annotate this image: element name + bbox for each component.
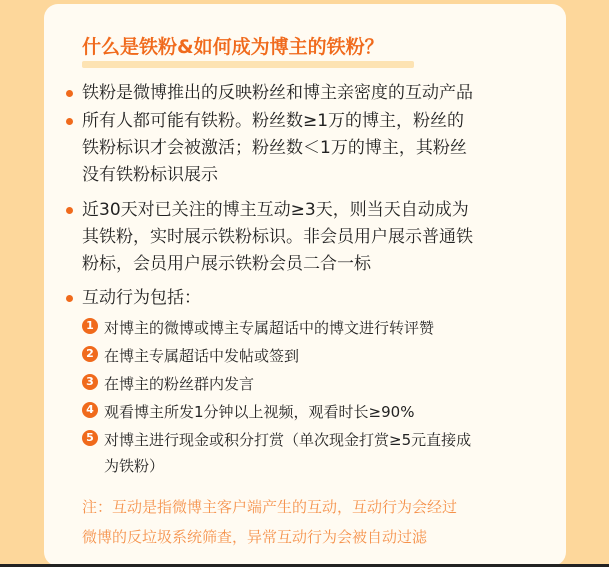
- bullet-text: 所有人都可能有铁粉。粉丝数≥1万的博主，粉丝的 铁粉标识才会被激活；粉丝数＜1万的博主，其粉丝 没有铁粉标识展示: [82, 111, 467, 185]
- action-text: 对博主进行现金或积分打赏（单次现金打赏≥5元直接成 为铁粉）: [104, 431, 472, 475]
- action-text: 对博主的微博或博主专属超话中的博文进行转评赞: [104, 319, 435, 337]
- action-text: 在博主专属超话中发帖或签到: [104, 347, 300, 365]
- card-title: 什么是铁粉&如何成为博主的铁粉？: [82, 36, 384, 58]
- action-text: 在博主的粉丝群内发言: [104, 375, 255, 393]
- number-five-icon: 5: [82, 430, 98, 446]
- number-four-icon: 4: [82, 402, 98, 418]
- footnote: 注：互动是指微博主客户端产生的互动，互动行为会经过 微博的反垃圾系统筛查，异常互动行为会被自动过滤: [82, 498, 458, 546]
- bullet-dot-icon: [66, 207, 73, 214]
- number-three-icon: 3: [82, 374, 98, 390]
- title-highlight: [82, 61, 414, 68]
- bullet-text: 近30天对已关注的博主互动≥3天，则当天自动成为 其铁粉，实时展示铁粉标识。非会员用户展示普通铁 粉标，会员用户展示铁粉会员二合一标: [82, 200, 473, 274]
- action-text: 观看博主所发1分钟以上视频，观看时长≥90%: [104, 403, 415, 421]
- number-one-icon: 1: [82, 318, 98, 334]
- bullet-dot-icon: [66, 90, 73, 97]
- bullet-text: 铁粉是微博推出的反映粉丝和博主亲密度的互动产品: [82, 83, 473, 103]
- bullet-text: 互动行为包括：: [82, 288, 201, 308]
- bullet-dot-icon: [66, 295, 73, 302]
- bullet-dot-icon: [66, 118, 73, 125]
- number-two-icon: 2: [82, 346, 98, 362]
